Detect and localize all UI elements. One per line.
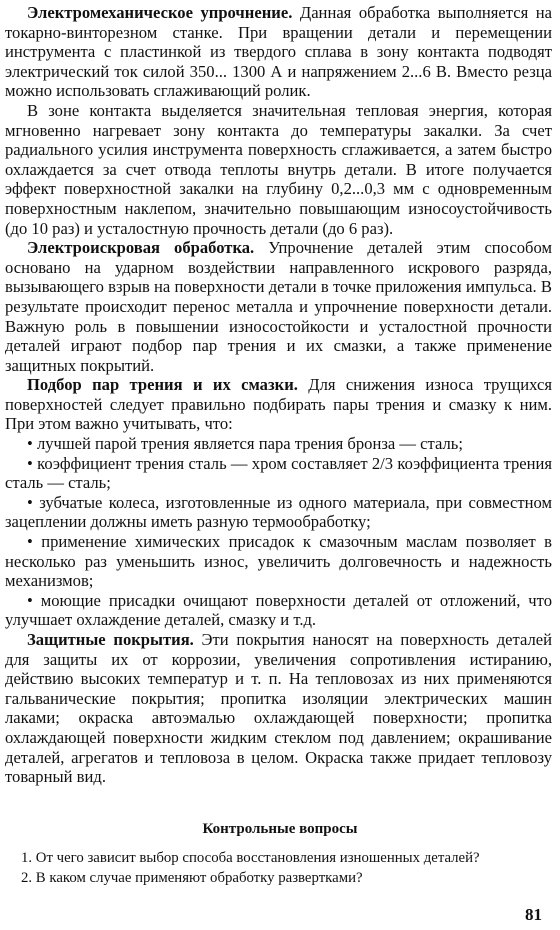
paragraph-lead: Электроискровая обработка. xyxy=(27,238,255,258)
bullet-item: • применение химических присадок к смазочным маслам позволяет в несколько раз уменьшить износ, увеличить долговечность и надежность механизмов; xyxy=(5,532,552,591)
paragraph-electrospark xyxy=(5,238,552,375)
page-number: 81 xyxy=(525,905,542,924)
paragraph-protective-coatings xyxy=(5,630,552,787)
paragraph-electromechanical xyxy=(5,3,552,101)
bullet-item: • зубчатые колеса, изготовленные из одного материала, при совместном зацеплении должны иметь разную термообработку; xyxy=(5,492,552,532)
paragraph-text: Для снижения износа трущихся поверхностей следует правильно подбирать пары трения и смазку к ним. При этом важно учитывать, что: xyxy=(5,375,552,434)
paragraph-text: Эти покрытия наносят на поверхность деталей для защиты их от коррозии, увеличения сопротивления истиранию, действию высоких температур и т. п. На тепловозах из них применяются гальванические покрытия; пропитка изоляции электрических машин лаками; окраска автоэмалью охлаждающей поверхности; пропитка охлаждающей поверхности жидким стеклом под давлением; окрашивание деталей, агрегатов и тепловоза в целом. Окраска также придает тепловозу товарный вид. xyxy=(5,630,552,787)
question-item: 2. В каком случае применяют обработку развертками? xyxy=(21,869,363,886)
questions-list xyxy=(21,849,552,888)
paragraph-text: Упрочнение деталей этим способом основано на ударном воздействии направленного искрового разряда, вызывающего взрыв на поверхности детали в точке приложения импульса. В результате происходит перенос металла и упрочнение поверхности детали. Важную роль в повышении износостойкости и усталостной прочности деталей играют подбор пар трения и их смазки, а также применение защитных покрытий. xyxy=(5,238,552,375)
bullet-item: • моющие присадки очищают поверхности деталей от отложений, что улучшает охлаждение деталей, смазку и т.д. xyxy=(5,590,552,630)
questions-heading: Контрольные вопросы xyxy=(202,821,358,837)
paragraph-text: Данная обработка выполняется на токарно-винторезном станке. При вращении детали и перемещении инструмента с пластинкой из твердого сплава в зону контакта подводят электрический ток силой 350... 1300 А и напряжением 2...6 В. Вместо резца можно использовать сглаживающий ролик. xyxy=(5,3,553,101)
paragraph-lead: Подбор пар трения и их смазки. xyxy=(27,375,298,395)
paragraph-friction-pairs xyxy=(5,375,552,434)
paragraph-contact-zone xyxy=(5,101,552,238)
paragraph-lead: Электромеханическое упрочнение. xyxy=(27,3,293,22)
bullet-item: • лучшей парой трения является пара трения бронза — сталь; xyxy=(27,434,463,454)
bullet-item: • коэффициент трения сталь — хром составляет 2/3 коэффициента трения сталь — сталь; xyxy=(5,453,552,493)
body-text xyxy=(5,3,552,787)
paragraph-text: В зоне контакта выделяется значительная тепловая энергия, которая мгновенно нагревает зону контакта до температуры закалки. За счет радиального усилия инструмента поверхность сглаживается, а затем быстро охлаждается за счет отвода теплоты внутрь детали. В итоге получается эффект поверхностной закалки на глубину 0,2...0,3 мм с одновременным поверхностным наклепом, значительно повышающим износоустойчивость (до 10 раз) и усталостную прочность детали (до 6 раз). xyxy=(5,100,552,238)
paragraph-lead: Защитные покрытия. xyxy=(27,630,194,649)
question-item: 1. От чего зависит выбор способа восстановления изношенных деталей? xyxy=(21,850,480,866)
